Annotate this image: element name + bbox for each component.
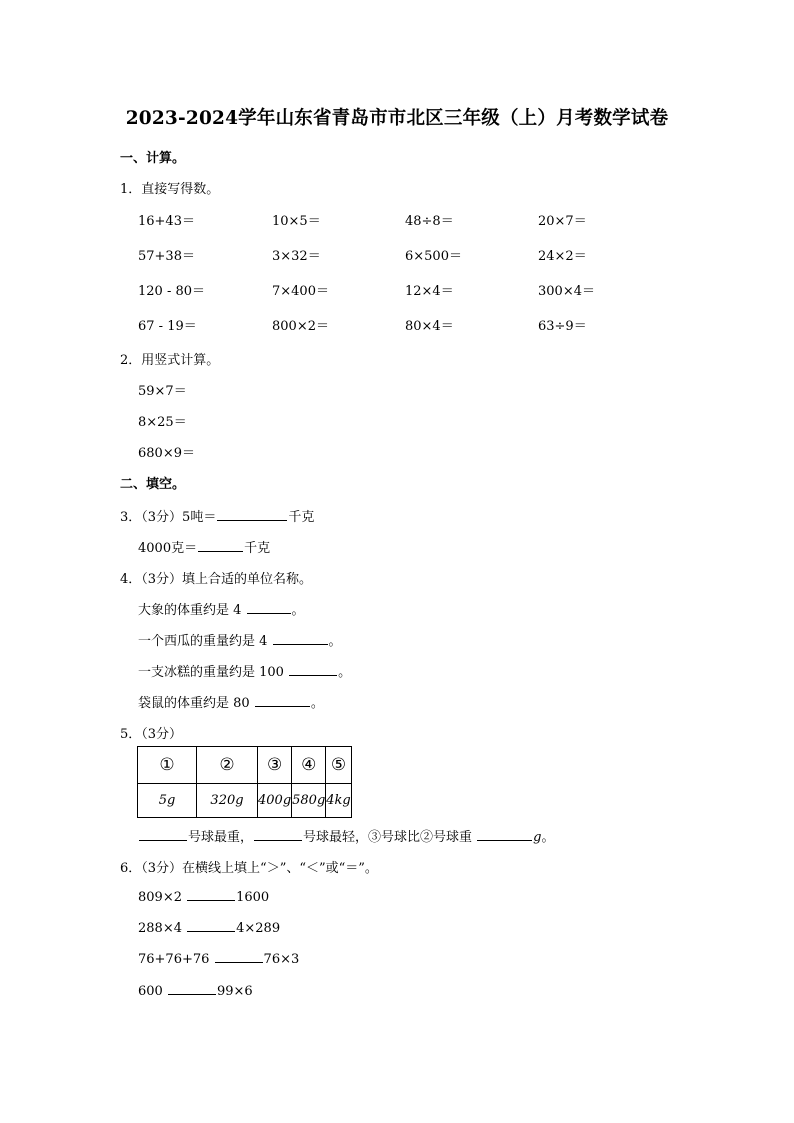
q5-text: 。 bbox=[541, 830, 555, 845]
q1-item: 16+43＝ bbox=[138, 214, 195, 229]
q1-item: 7×400＝ bbox=[272, 284, 329, 299]
q4-item bbox=[138, 661, 351, 680]
q6-item bbox=[138, 919, 280, 936]
ball-number-cell: ③ bbox=[258, 747, 292, 784]
q1-item: 63÷9＝ bbox=[538, 319, 587, 334]
q4-item bbox=[138, 692, 324, 711]
q4-item-end: 。 bbox=[328, 634, 342, 649]
answer-blank[interactable] bbox=[273, 632, 328, 645]
q2-item: 680×9＝ bbox=[138, 446, 195, 461]
q1-item: 12×4＝ bbox=[405, 284, 454, 299]
question-3-line bbox=[120, 506, 314, 525]
q1-item: 24×2＝ bbox=[538, 249, 587, 264]
ball-weight-cell: 5g bbox=[138, 784, 197, 818]
q1-row bbox=[138, 315, 678, 333]
q1-item: 3×32＝ bbox=[272, 249, 321, 264]
q6-left: 809×2 bbox=[138, 890, 187, 905]
page-title: 2023-2024学年山东省青岛市市北区三年级（上）月考数学试卷 bbox=[125, 108, 669, 129]
answer-blank[interactable] bbox=[289, 663, 337, 676]
q5-unit: g bbox=[533, 830, 542, 845]
answer-blank[interactable] bbox=[187, 888, 235, 901]
q4-item-end: 。 bbox=[310, 696, 324, 711]
ball-weight-cell: 4kg bbox=[326, 784, 351, 818]
q1-row bbox=[138, 280, 678, 298]
ball-weight-cell: 320g bbox=[197, 784, 258, 818]
ball-weight-table bbox=[137, 746, 352, 818]
q6-right: 99×6 bbox=[216, 984, 253, 999]
q1-item: 10×5＝ bbox=[272, 214, 321, 229]
q1-item: 6×500＝ bbox=[405, 249, 462, 264]
q4-item-text: 大象的体重约是 4 bbox=[138, 603, 246, 618]
q4-item bbox=[138, 599, 305, 618]
q6-left: 76+76+76 bbox=[138, 952, 214, 967]
q4-item-end: 。 bbox=[291, 603, 305, 618]
ball-number-cell: ⑤ bbox=[326, 747, 351, 784]
ball-number-cell: ② bbox=[197, 747, 258, 784]
answer-blank[interactable] bbox=[247, 601, 291, 614]
answer-blank[interactable] bbox=[255, 694, 310, 707]
q1-item: 57+38＝ bbox=[138, 249, 195, 264]
q3-unit: 千克 bbox=[244, 541, 271, 556]
q2-item: 59×7＝ bbox=[138, 384, 187, 399]
table-row bbox=[138, 747, 352, 784]
q1-item: 20×7＝ bbox=[538, 214, 587, 229]
answer-blank[interactable] bbox=[217, 508, 287, 521]
answer-blank[interactable] bbox=[139, 828, 187, 841]
q5-sentence bbox=[138, 826, 555, 845]
ball-weight-cell: 580g bbox=[292, 784, 326, 818]
q6-right: 1600 bbox=[236, 890, 270, 905]
q1-row bbox=[138, 245, 678, 263]
ball-number-cell: ④ bbox=[292, 747, 326, 784]
answer-blank[interactable] bbox=[168, 982, 216, 995]
section-heading-calculation: 一、计算。 bbox=[120, 151, 186, 166]
question-6-label: 6．（3分）在横线上填上“＞”、“＜”或“＝”。 bbox=[120, 861, 378, 876]
table-row bbox=[138, 784, 352, 818]
q1-item: 300×4＝ bbox=[538, 284, 595, 299]
q3-text: 3．（3分）5吨＝ bbox=[120, 510, 217, 525]
section-heading-fill-in: 二、填空。 bbox=[120, 477, 186, 492]
question-5-label: 5．（3分） bbox=[120, 727, 183, 742]
q4-item-end: 。 bbox=[338, 665, 352, 680]
q3-unit: 千克 bbox=[288, 510, 315, 525]
answer-blank[interactable] bbox=[477, 828, 532, 841]
q6-right: 4×289 bbox=[236, 921, 281, 936]
q6-left: 600 bbox=[138, 984, 167, 999]
q6-right: 76×3 bbox=[263, 952, 300, 967]
answer-blank[interactable] bbox=[187, 919, 235, 932]
q2-item: 8×25＝ bbox=[138, 415, 187, 430]
q1-item: 120 - 80＝ bbox=[138, 284, 206, 299]
q3-text: 4000克＝ bbox=[138, 541, 198, 556]
q6-item bbox=[138, 950, 299, 967]
q1-item: 80×4＝ bbox=[405, 319, 454, 334]
ball-weight-cell: 400g bbox=[258, 784, 292, 818]
q1-item: 67 - 19＝ bbox=[138, 319, 197, 334]
ball-number-cell: ① bbox=[138, 747, 197, 784]
q6-item bbox=[138, 982, 253, 999]
q6-item bbox=[138, 888, 269, 905]
q1-item: 800×2＝ bbox=[272, 319, 329, 334]
q4-item bbox=[138, 630, 342, 649]
q1-row bbox=[138, 210, 678, 228]
q4-item-text: 袋鼠的体重约是 80 bbox=[138, 696, 254, 711]
answer-blank[interactable] bbox=[254, 828, 302, 841]
question-2-label: 2．用竖式计算。 bbox=[120, 353, 220, 368]
question-1-label: 1．直接写得数。 bbox=[120, 182, 220, 197]
question-4-label: 4．（3分）填上合适的单位名称。 bbox=[120, 572, 313, 587]
answer-blank[interactable] bbox=[198, 539, 243, 552]
q5-text: 号球最轻，③号球比②号球重 bbox=[303, 830, 473, 845]
q6-left: 288×4 bbox=[138, 921, 187, 936]
q1-item: 48÷8＝ bbox=[405, 214, 454, 229]
q4-item-text: 一个西瓜的重量约是 4 bbox=[138, 634, 272, 649]
q5-text: 号球最重， bbox=[188, 830, 254, 845]
q4-item-text: 一支冰糕的重量约是 100 bbox=[138, 665, 289, 680]
answer-blank[interactable] bbox=[215, 950, 263, 963]
question-3-line-2 bbox=[138, 537, 270, 556]
